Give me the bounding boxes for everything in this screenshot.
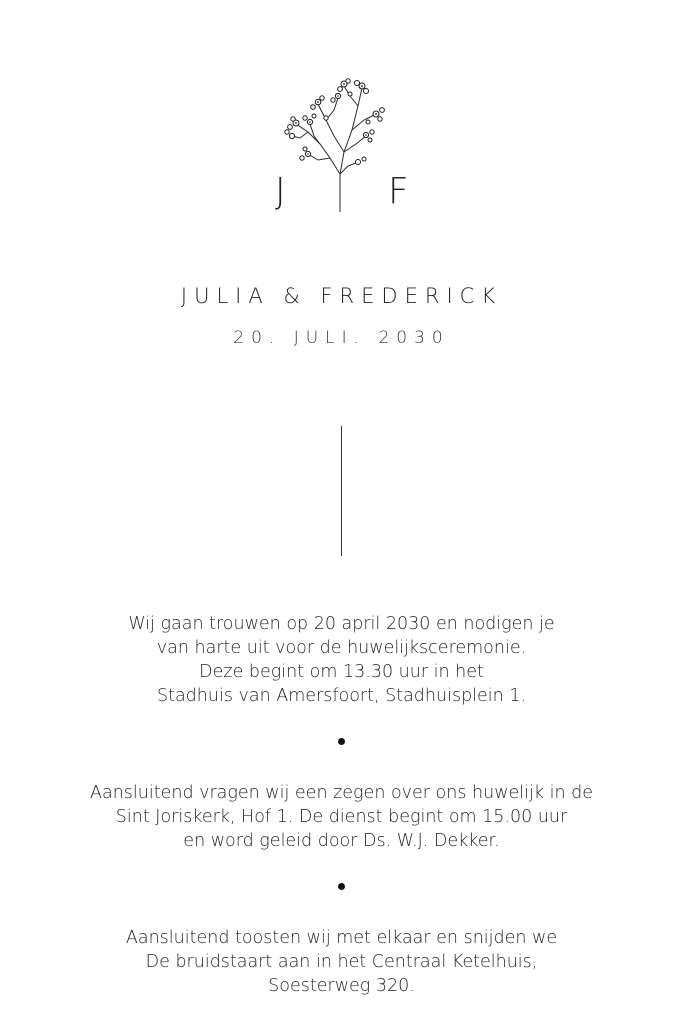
wedding-date: 20. JULI. 2030 [233, 328, 450, 348]
reception-line: De bruidstaart aan in het Centraal Ketelhuis, [145, 952, 538, 972]
gypsophila-sprig-icon [278, 74, 406, 212]
reception-line: Soesterweg 320. [268, 976, 415, 996]
vertical-divider [341, 426, 342, 556]
reception-line: Aansluitend toosten wij met elkaar en snijden we [125, 928, 558, 948]
bullet-separator [338, 738, 345, 745]
church-line: Sint Joriskerk, Hof 1. De dienst begint om 15.00 uur [115, 807, 568, 827]
monogram-initial-left: J [275, 171, 286, 212]
ceremony-line: Stadhuis van Amersfoort, Stadhuisplein 1. [156, 686, 527, 706]
monogram-initial-right: F [388, 171, 409, 212]
ceremony-line: Wij gaan trouwen op 20 april 2030 en nodigen je [128, 614, 555, 634]
couple-names-heading: JULIA & FREDERICK [180, 284, 503, 308]
bullet-separator [338, 883, 345, 890]
church-blessing-paragraph [0, 781, 683, 853]
ceremony-line: Deze begint om 13.30 uur in het [199, 662, 484, 682]
ceremony-line: van harte uit voor de huwelijksceremonie. [156, 638, 527, 658]
church-line: en word geleid door Ds. W.J. Dekker. [183, 831, 500, 851]
ceremony-paragraph [0, 612, 683, 708]
reception-paragraph [0, 926, 683, 998]
church-line: Aansluitend vragen wij een zegen over ons huwelijk in de [90, 783, 593, 803]
